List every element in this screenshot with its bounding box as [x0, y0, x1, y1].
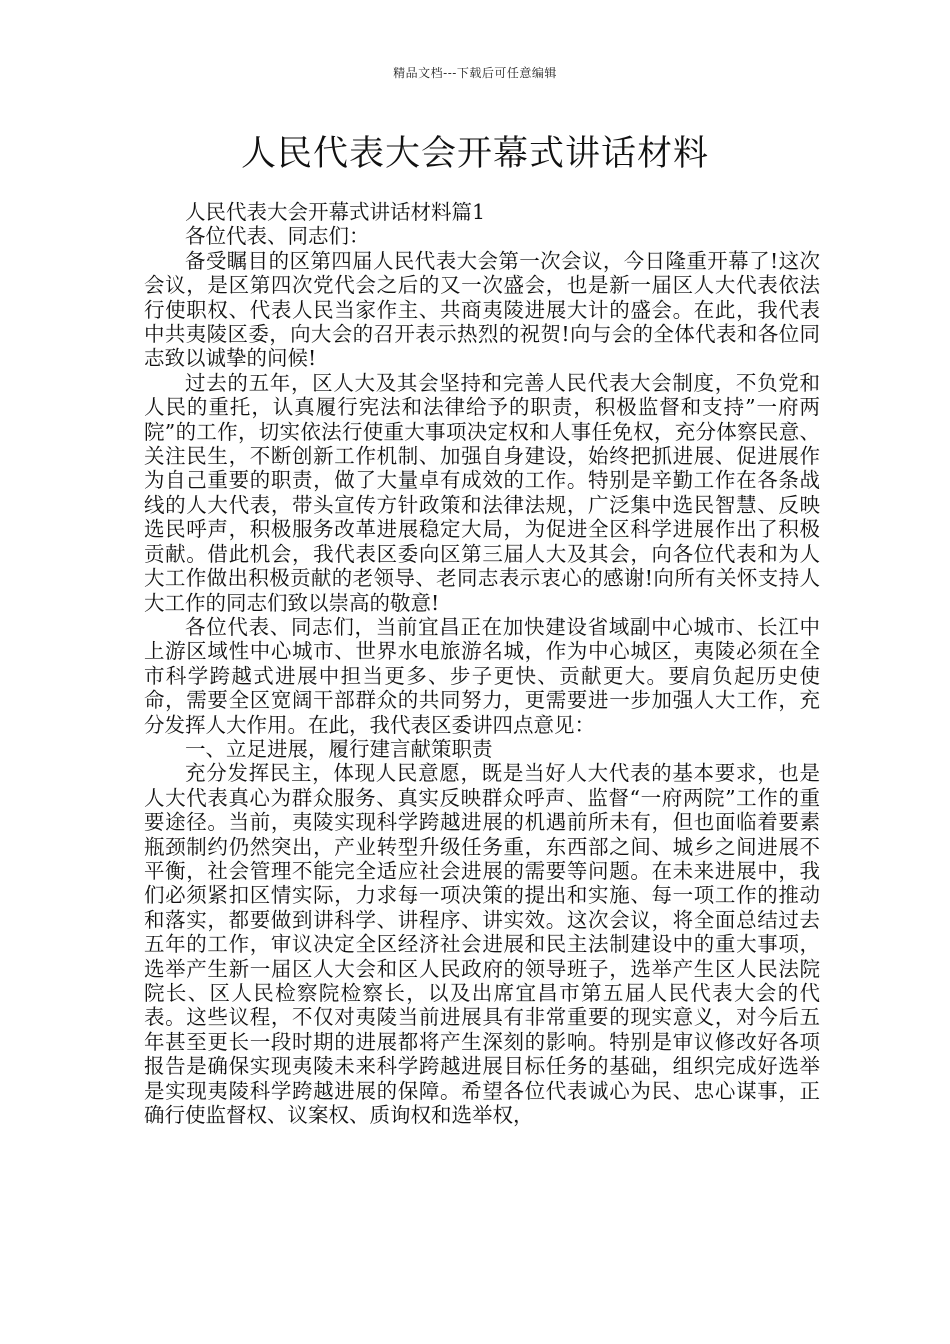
subsection-heading: 一、立足进展，履行建言献策职责	[185, 736, 493, 761]
salutation: 各位代表、同志们：	[185, 224, 370, 249]
document-title: 人民代表大会开幕式讲话材料	[240, 134, 709, 174]
paragraph: 过去的五年，区人大及其会坚持和完善人民代表大会制度，不负党和人民的重托，认真履行宪法和法律给予的职责，积极监督和支持”一府两院”的工作，切实依法行使重大事项决定权和人事任免权，充分体察民意、关注民生，不断创新工作机制、加强自身建设，始终把抓进展、促进展作为自己重要的职责，做了大量卓有成效的工作。特别是辛勤工作在各条战线的人大代表，带头宣传方针政策和法律法规，广泛集中选民智慧、反映选民呼声，积极服务改革进展稳定大局，为促进全区科学进展作出了积极贡献。借此机会，我代表区委向区第三届人大及其会，向各位代表和为人大工作做出积极贡献的老领导、老同志表示衷心的感谢!向所有关怀支持人大工作的同志们致以崇高的敬意!	[144, 370, 820, 615]
paragraph: 各位代表、同志们，当前宜昌正在加快建设省域副中心城市、长江中上游区域性中心城市、世界水电旅游名城，作为中心城区，夷陵必须在全市科学跨越式进展中担当更多、步子更快、贡献更大。要肩负起历史使命，需要全区宽阔干部群众的共同努力，更需要进一步加强人大工作，充分发挥人大作用。在此，我代表区委讲四点意见：	[144, 614, 820, 737]
header-note: 精品文档---下载后可任意编辑	[393, 66, 557, 80]
paragraph: 充分发挥民主，体现人民意愿，既是当好人大代表的基本要求，也是人大代表真心为群众服务、真实反映群众呼声、监督“一府两院”工作的重要途径。当前，夷陵实现科学跨越进展的机遇前所未有，但也面临着要素瓶颈制约仍然突出，产业转型升级任务重，东西部之间、城乡之间进展不平衡，社会管理不能完全适应社会进展的需要等问题。在未来进展中，我们必须紧扣区情实际，力求每一项决策的提出和实施、每一项工作的推动和落实，都要做到讲科学、讲程序、讲实效。这次会议，将全面总结过去五年的工作，审议决定全区经济社会进展和民主法制建设中的重大事项，选举产生新一届区人大会和区人民政府的领导班子，选举产生区人民法院院长、区人民检察院检察长，以及出席宜昌市第五届人民代表大会的代表。这些议程，不仅对夷陵当前进展具有非常重要的现实意义，对今后五年甚至更长一段时期的进展都将产生深刻的影响。特别是审议修改好各项报告是确保实现夷陵未来科学跨越进展目标任务的基础，组织完成好选举是实现夷陵科学跨越进展的保障。希望各位代表诚心为民、忠心谋事，正确行使监督权、议案权、质询权和选举权，	[144, 761, 820, 1128]
paragraph: 备受瞩目的区第四届人民代表大会第一次会议，今日隆重开幕了!这次会议，是区第四次党代会之后的又一次盛会，也是新一届区人大代表依法行使职权、代表人民当家作主、共商夷陵进展大计的盛会。在此，我代表中共夷陵区委，向大会的召开表示热烈的祝贺!向与会的全体代表和各位同志致以诚挚的问候!	[144, 248, 820, 371]
section-heading: 人民代表大会开幕式讲话材料篇1	[185, 200, 486, 224]
document-body	[144, 200, 820, 1127]
